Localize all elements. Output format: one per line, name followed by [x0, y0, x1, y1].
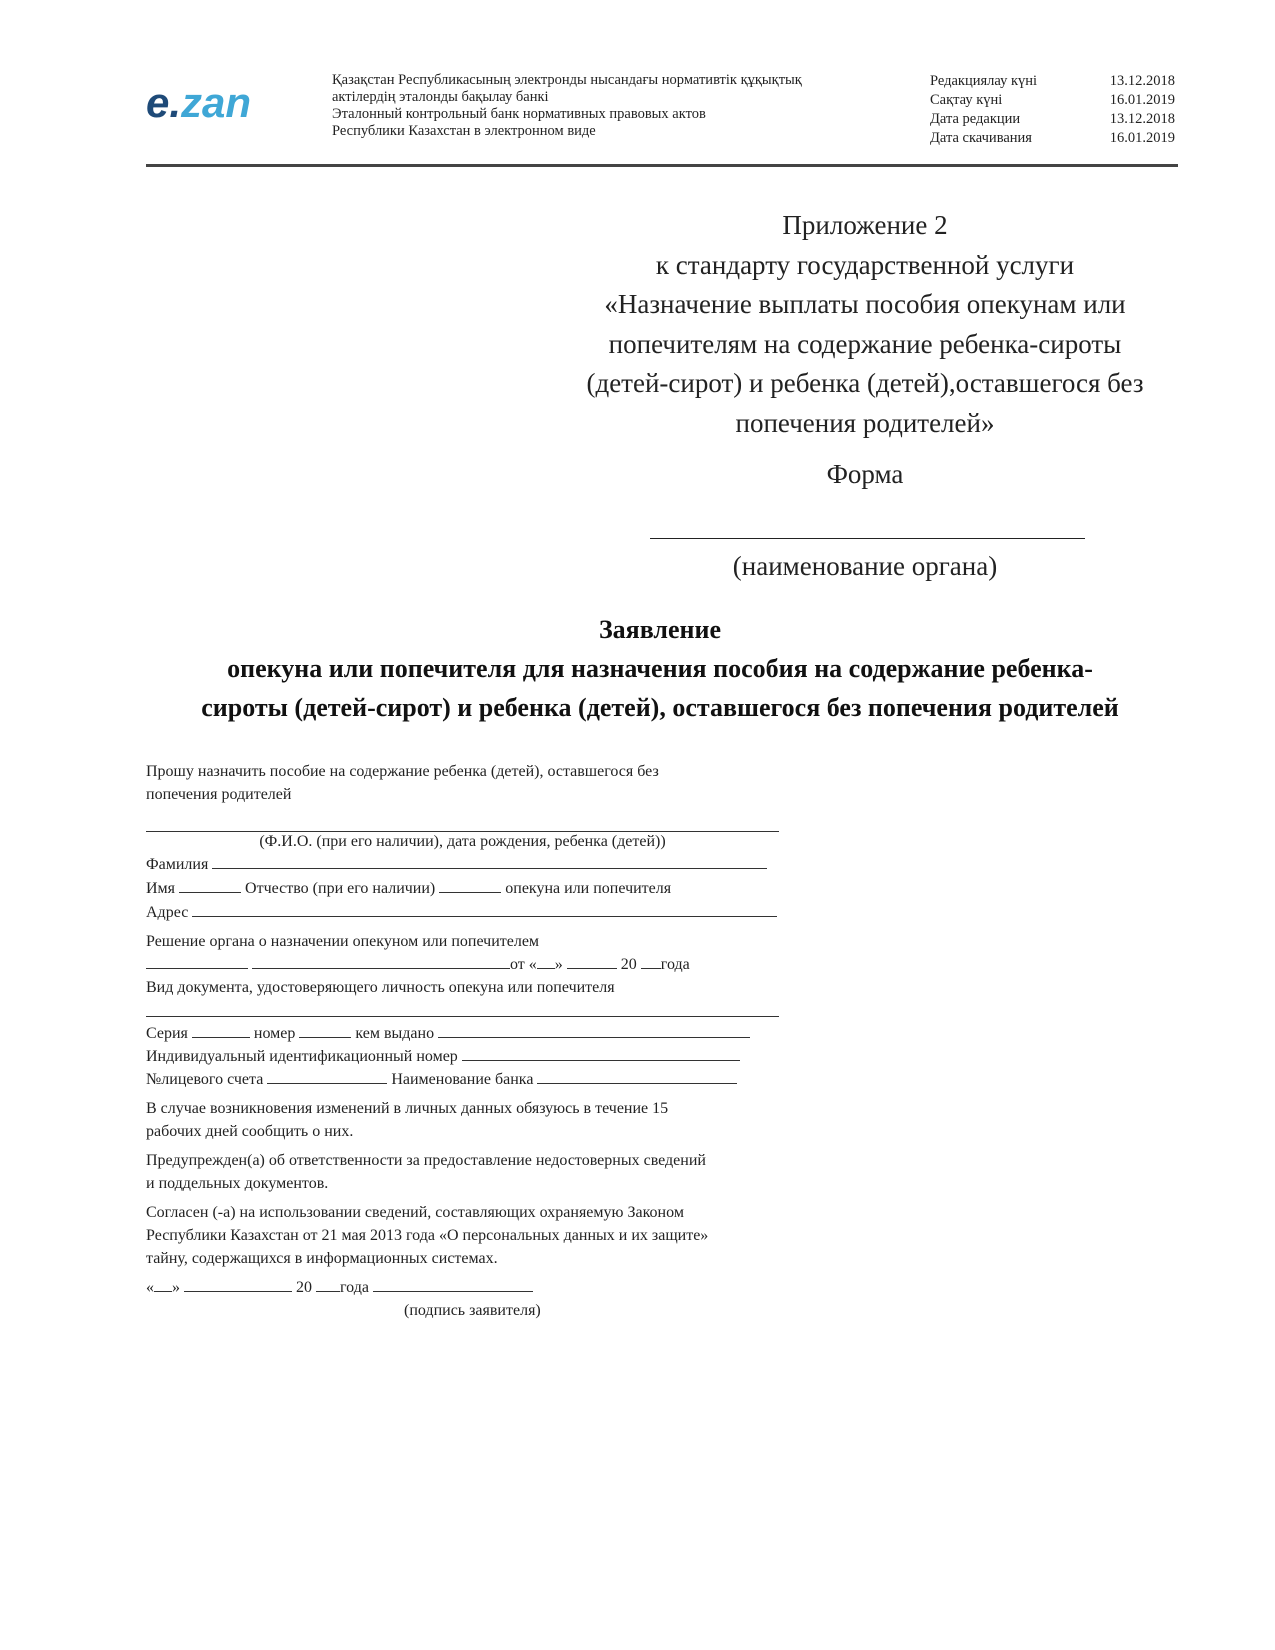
bank-field [537, 1069, 737, 1084]
series-field [192, 1023, 250, 1038]
annex-line: Приложение 2 [782, 210, 948, 240]
consent-text: тайну, содержащихся в информационных системах. [146, 1250, 498, 1267]
title-line: опекуна или попечителя для назначения пособия на содержание ребенка- [227, 654, 1093, 683]
name-row: Имя Отчество (при его наличии) опекуна или попечителя [146, 880, 672, 897]
header-desc-line: Эталонный контрольный банк нормативных правовых актов [332, 106, 706, 122]
sign-month-field [184, 1277, 292, 1292]
child-info-caption: (Ф.И.О. (при его наличии), дата рождения, ребенка (детей)) [259, 833, 666, 850]
doc-type-text: Вид документа, удостоверяющего личность опекуна или попечителя [146, 979, 615, 996]
header-desc-line: актілердің эталонды бақылау банкі [332, 89, 549, 105]
decision-month-field [567, 954, 617, 969]
signature-row: « » 20 года [146, 1276, 533, 1300]
header-desc-line: Республики Казахстан в электронном виде [332, 123, 596, 139]
issued-by-field [438, 1023, 750, 1038]
decision-number-field [146, 954, 248, 969]
annex-block [560, 206, 1170, 443]
title-line: сироты (детей-сирот) и ребенка (детей), оставшегося без попечения родителей [201, 693, 1119, 722]
iin-field [462, 1046, 740, 1061]
warning-text: Предупрежден(а) об ответственности за предоставление недостоверных сведений [146, 1152, 706, 1169]
annex-line: попечения родителей» [735, 407, 995, 438]
meta-row: Редакциялау күні 13.12.2018 [930, 73, 1175, 89]
signature-field [373, 1277, 533, 1292]
decision-org-field [252, 954, 510, 969]
header-desc-line: Қазақстан Республикасының электронды нысандағы нормативтік құқықтық [332, 72, 802, 88]
header-meta [930, 72, 1175, 148]
meta-row: Сақтау күні 16.01.2019 [930, 92, 1175, 108]
decision-text: Решение органа о назначении опекуном или попечителем [146, 933, 540, 950]
decision-row: от « » 20 года [146, 953, 690, 977]
org-name-caption: (наименование органа) [732, 551, 998, 581]
warning-text: и поддельных документов. [146, 1175, 329, 1192]
address-row: Адрес [146, 901, 777, 925]
patronymic-field [439, 878, 501, 893]
application-title [140, 610, 1180, 727]
decision-year-field [641, 954, 661, 969]
name-field [179, 878, 241, 893]
surname-row: Фамилия [146, 853, 767, 877]
form-label: Форма [826, 459, 904, 489]
account-field [267, 1069, 387, 1084]
signature-caption: (подпись заявителя) [404, 1302, 541, 1319]
org-name-line [650, 538, 1085, 539]
annex-line: попечителям на содержание ребенка-сироты [608, 328, 1122, 359]
address-field [192, 902, 777, 917]
annex-line: «Назначение выплаты пособия опекунам или [604, 289, 1126, 319]
consent-text: Согласен (-а) на использовании сведений, составляющих охраняемую Законом [146, 1204, 684, 1221]
request-text: Прошу назначить пособие на содержание ребенка (детей), оставшегося без [146, 763, 659, 780]
series-row: Серия номер кем выдано [146, 1022, 750, 1046]
sign-day-field [154, 1277, 172, 1292]
account-row: №лицевого счета Наименование банка [146, 1068, 737, 1092]
annex-line: (детей-сирот) и ребенка (детей),оставшегося без [586, 368, 1144, 398]
iin-row: Индивидуальный идентификационный номер [146, 1045, 740, 1069]
notice-text: рабочих дней сообщить о них. [146, 1123, 354, 1140]
annex-line: к стандарту государственной услуги [655, 249, 1075, 280]
ezan-logo: e.zan [146, 79, 252, 126]
meta-row: Дата скачивания 16.01.2019 [930, 130, 1175, 146]
request-text: попечения родителей [146, 786, 292, 803]
header-description [332, 72, 892, 140]
decision-day-field [537, 954, 555, 969]
sign-year-field [316, 1277, 340, 1292]
notice-text: В случае возникновения изменений в личных данных обязуюсь в течение 15 [146, 1100, 669, 1117]
document-header [146, 70, 1175, 162]
header-divider [146, 164, 1178, 167]
meta-row: Дата редакции 13.12.2018 [930, 111, 1175, 127]
number-field [299, 1023, 351, 1038]
title-line: Заявление [598, 615, 722, 644]
doc-type-line [146, 1016, 779, 1017]
surname-field [212, 854, 767, 869]
consent-text: Республики Казахстан от 21 мая 2013 года «О персональных данных и их защите» [146, 1227, 709, 1244]
